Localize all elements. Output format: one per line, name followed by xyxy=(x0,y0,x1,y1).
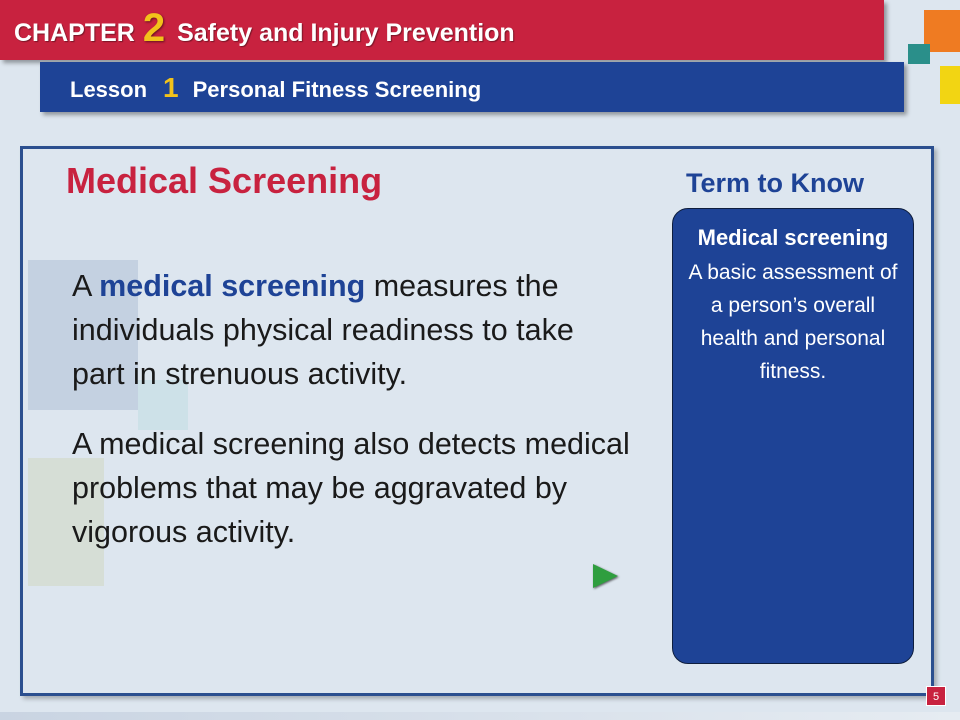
lesson-number: 1 xyxy=(163,72,179,103)
chapter-title: Safety and Injury Prevention xyxy=(177,19,515,47)
bottom-strip xyxy=(0,712,960,720)
chapter-heading xyxy=(14,6,515,51)
body-paragraph-1 xyxy=(72,264,632,396)
paragraph-prefix: A xyxy=(72,269,100,303)
body-paragraph-2: A medical screening also detects medical problems that may be aggravated by vigorous activity. xyxy=(72,427,630,549)
chapter-label: CHAPTER xyxy=(14,19,135,47)
lesson-title: Personal Fitness Screening xyxy=(192,77,482,102)
term-definition: A basic assessment of a person’s overall health and personal fitness. xyxy=(688,261,898,383)
term-definition-box xyxy=(672,208,914,664)
term-word: Medical screening xyxy=(697,225,889,250)
chapter-number: 2 xyxy=(142,6,166,50)
term-to-know-heading: Term to Know xyxy=(686,168,864,198)
lesson-heading xyxy=(70,72,481,104)
decor-square-teal xyxy=(908,44,930,64)
page-number-badge: 5 xyxy=(926,686,946,706)
decor-square-yellow xyxy=(940,66,960,104)
chapter-banner xyxy=(0,0,884,60)
lesson-label: Lesson xyxy=(70,77,148,102)
slide-title: Medical Screening xyxy=(66,160,383,201)
paragraph-suffix: measures the individuals physical readiness to take part in strenuous activity. xyxy=(72,269,574,391)
keyword: medical screening xyxy=(99,269,366,303)
lesson-banner xyxy=(40,62,904,112)
play-triangle-icon[interactable] xyxy=(593,564,618,588)
